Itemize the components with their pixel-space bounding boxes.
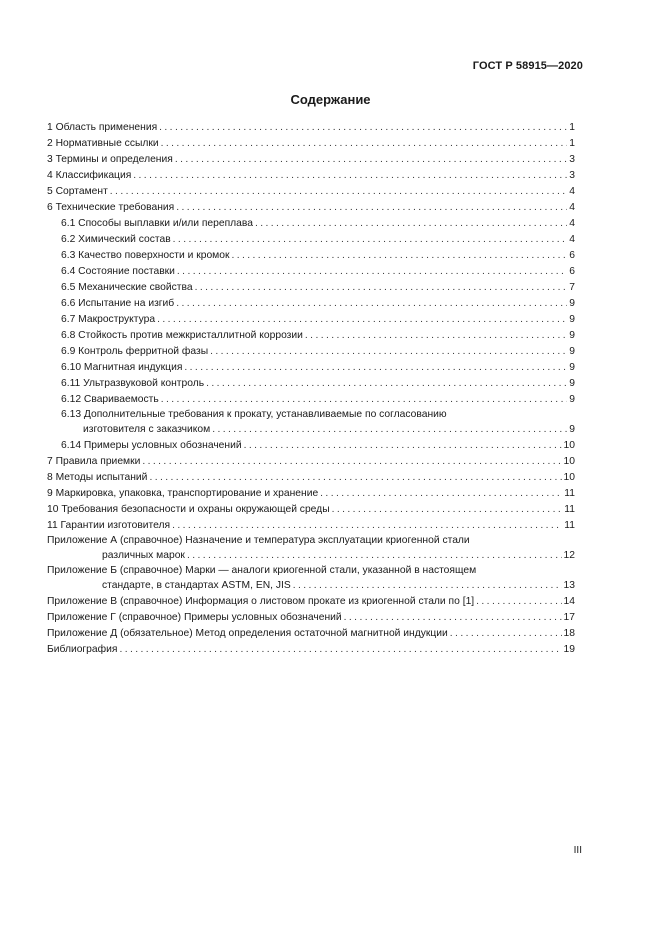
toc-leader-dots xyxy=(157,312,567,328)
toc-leader-dots xyxy=(172,518,562,534)
toc-leader-dots xyxy=(320,486,562,502)
toc-leader-dots xyxy=(332,502,563,518)
toc-entry-page: 9 xyxy=(569,298,575,309)
toc-leader-dots xyxy=(176,296,567,312)
toc-leader-dots xyxy=(119,642,561,658)
toc-leader-dots xyxy=(161,392,568,408)
toc-subentry[interactable] xyxy=(47,328,575,344)
toc-entry-page: 3 xyxy=(569,170,575,181)
toc-entry-label: 6.3 Качество поверхности и кромок xyxy=(61,250,230,261)
toc-leader-dots xyxy=(212,422,567,438)
table-of-contents xyxy=(47,120,575,658)
toc-entry[interactable] xyxy=(47,502,575,518)
toc-entry-label: Приложение А (справочное) Назначение и температура эксплуатации криогенной стали xyxy=(47,535,470,546)
toc-entry-page: 11 xyxy=(564,504,575,515)
toc-entry-label: 9 Маркировка, упаковка, транспортирование и хранение xyxy=(47,488,319,499)
toc-entry-page: 9 xyxy=(569,394,575,405)
toc-entry-label: 6.1 Способы выплавки и/или переплава xyxy=(61,218,253,229)
toc-entry-label: 6.6 Испытание на изгиб xyxy=(61,298,175,309)
toc-entry-label: 4 Классификация xyxy=(47,170,132,181)
toc-entry-page: 19 xyxy=(563,644,575,655)
toc-entry-label: 6.9 Контроль ферритной фазы xyxy=(61,346,209,357)
toc-entry-page: 13 xyxy=(563,580,575,591)
toc-entry-label: 1 Область применения xyxy=(47,122,158,133)
toc-entry[interactable] xyxy=(47,454,575,470)
toc-leader-dots xyxy=(161,136,568,152)
toc-subentry-multiline[interactable] xyxy=(47,408,575,438)
toc-appendix[interactable] xyxy=(47,626,575,642)
toc-leader-dots xyxy=(232,248,568,264)
toc-leader-dots xyxy=(142,454,561,470)
toc-entry-page: 3 xyxy=(569,154,575,165)
toc-entry-page: 10 xyxy=(563,456,575,467)
toc-entry-page: 4 xyxy=(569,186,575,197)
toc-subentry[interactable] xyxy=(47,376,575,392)
toc-entry[interactable] xyxy=(47,184,575,200)
toc-leader-dots xyxy=(206,376,567,392)
document-number: ГОСТ Р 58915—2020 xyxy=(472,60,583,72)
toc-leader-dots xyxy=(175,152,567,168)
toc-leader-dots xyxy=(187,548,562,564)
toc-entry-label: 6.5 Механические свойства xyxy=(61,282,193,293)
toc-bibliography[interactable] xyxy=(47,642,575,658)
toc-entry-label: 7 Правила приемки xyxy=(47,456,141,467)
toc-leader-dots xyxy=(255,216,567,232)
toc-entry-label: 3 Термины и определения xyxy=(47,154,173,165)
toc-leader-dots xyxy=(244,438,562,454)
toc-subentry[interactable] xyxy=(47,216,575,232)
toc-leader-dots xyxy=(173,232,568,248)
toc-entry-label-continued: изготовителя с заказчиком xyxy=(83,424,211,435)
toc-entry-page: 9 xyxy=(569,378,575,389)
toc-entry-page: 9 xyxy=(569,330,575,341)
toc-entry-label: Приложение В (справочное) Информация о листовом прокате из криогенной стали по [1] xyxy=(47,596,475,607)
toc-entry[interactable] xyxy=(47,470,575,486)
toc-entry-page: 9 xyxy=(569,346,575,357)
toc-entry-page: 6 xyxy=(569,250,575,261)
toc-leader-dots xyxy=(210,344,567,360)
toc-entry-label: 2 Нормативные ссылки xyxy=(47,138,159,149)
toc-entry-page: 10 xyxy=(563,472,575,483)
toc-entry-page: 1 xyxy=(569,122,575,133)
toc-entry[interactable] xyxy=(47,152,575,168)
toc-entry[interactable] xyxy=(47,486,575,502)
toc-entry-label: 8 Методы испытаний xyxy=(47,472,148,483)
toc-entry-page: 11 xyxy=(564,488,575,499)
toc-appendix-multiline[interactable] xyxy=(47,534,575,564)
toc-leader-dots xyxy=(476,594,561,610)
toc-entry-page: 12 xyxy=(563,550,575,561)
toc-entry-label: 6.10 Магнитная индукция xyxy=(61,362,183,373)
toc-entry-label: 11 Гарантии изготовителя xyxy=(47,520,171,531)
toc-entry-label: 6 Технические требования xyxy=(47,202,175,213)
toc-subentry[interactable] xyxy=(47,438,575,454)
toc-entry-page: 4 xyxy=(569,202,575,213)
toc-subentry[interactable] xyxy=(47,248,575,264)
toc-entry-page: 7 xyxy=(569,282,575,293)
toc-entry-label: 6.2 Химический состав xyxy=(61,234,171,245)
toc-entry-page: 6 xyxy=(569,266,575,277)
toc-entry-page: 17 xyxy=(563,612,575,623)
toc-leader-dots xyxy=(305,328,567,344)
toc-entry[interactable] xyxy=(47,136,575,152)
toc-leader-dots xyxy=(344,610,562,626)
page-title: Содержание xyxy=(290,92,371,107)
toc-leader-dots xyxy=(110,184,567,200)
toc-leader-dots xyxy=(149,470,561,486)
toc-entry-label: 6.14 Примеры условных обозначений xyxy=(61,440,242,451)
toc-entry-label: 5 Сортамент xyxy=(47,186,108,197)
page-number: III xyxy=(573,845,582,856)
toc-entry[interactable] xyxy=(47,120,575,136)
toc-subentry[interactable] xyxy=(47,360,575,376)
toc-entry[interactable] xyxy=(47,168,575,184)
toc-entry-label: 6.13 Дополнительные требования к прокату, устанавливаемые по согласованию xyxy=(61,409,447,420)
toc-entry-label-continued: различных марок xyxy=(102,550,185,561)
toc-leader-dots xyxy=(133,168,567,184)
toc-subentry[interactable] xyxy=(47,392,575,408)
toc-entry-page: 14 xyxy=(563,596,575,607)
toc-entry-label: 6.8 Стойкость против межкристаллитной коррозии xyxy=(61,330,303,341)
toc-subentry[interactable] xyxy=(47,344,575,360)
toc-leader-dots xyxy=(195,280,568,296)
toc-entry-label: Приложение Г (справочное) Примеры условных обозначений xyxy=(47,612,342,623)
toc-appendix[interactable] xyxy=(47,610,575,626)
toc-appendix[interactable] xyxy=(47,594,575,610)
toc-entry-page: 9 xyxy=(569,424,575,435)
toc-entry-label: Приложение Б (справочное) Марки — аналоги криогенной стали, указанной в настоящем xyxy=(47,565,477,576)
toc-subentry[interactable] xyxy=(47,312,575,328)
toc-entry-page: 9 xyxy=(569,314,575,325)
toc-entry-label: Приложение Д (обязательное) Метод определения остаточной магнитной индукции xyxy=(47,628,448,639)
toc-entry-label: 6.4 Состояние поставки xyxy=(61,266,175,277)
toc-leader-dots xyxy=(293,578,562,594)
toc-entry-label: Библиография xyxy=(47,644,118,655)
toc-entry-label-continued: стандарте, в стандартах ASTM, EN, JIS xyxy=(102,580,291,591)
toc-entry-label: 6.11 Ультразвуковой контроль xyxy=(61,378,205,389)
toc-entry-label: 6.12 Свариваемость xyxy=(61,394,159,405)
toc-entry-page: 4 xyxy=(569,218,575,229)
toc-leader-dots xyxy=(159,120,567,136)
toc-subentry[interactable] xyxy=(47,280,575,296)
toc-entry-page: 18 xyxy=(563,628,575,639)
toc-entry[interactable] xyxy=(47,518,575,534)
toc-entry-label: 10 Требования безопасности и охраны окружающей среды xyxy=(47,504,330,515)
toc-subentry[interactable] xyxy=(47,232,575,248)
toc-entry-label: 6.7 Макроструктура xyxy=(61,314,156,325)
toc-entry-page: 10 xyxy=(563,440,575,451)
toc-entry-page: 4 xyxy=(569,234,575,245)
toc-entry-page: 1 xyxy=(569,138,575,149)
toc-leader-dots xyxy=(450,626,562,642)
toc-entry[interactable] xyxy=(47,200,575,216)
toc-subentry[interactable] xyxy=(47,296,575,312)
toc-leader-dots xyxy=(177,264,567,280)
toc-appendix-multiline[interactable] xyxy=(47,564,575,594)
toc-entry-page: 11 xyxy=(564,520,575,531)
toc-entry-page: 9 xyxy=(569,362,575,373)
toc-subentry[interactable] xyxy=(47,264,575,280)
toc-leader-dots xyxy=(184,360,567,376)
toc-leader-dots xyxy=(176,200,567,216)
